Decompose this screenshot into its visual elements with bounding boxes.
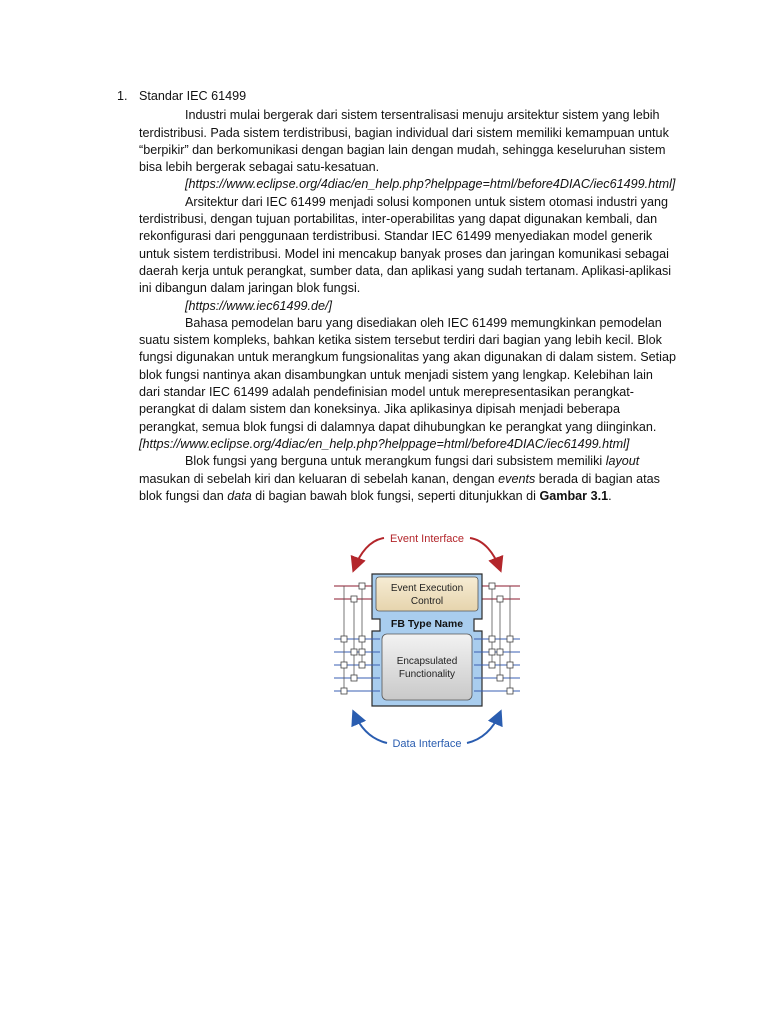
function-block-diagram: [332, 531, 522, 753]
paragraph-1-text: Industri mulai bergerak dari sistem tersentralisasi menuju arsitektur sistem yang lebih terdistribusi. Pada sistem terdistribusi, bagian individual dari sistem memiliki kemampuan untuk “berpikir” dan berkomunikasi dengan bagian lain dengan mudah, sehingga keseluruhan sistem bisa lebih bergerak sebagai satu-kesatuan.: [139, 108, 669, 175]
section-heading: [117, 88, 677, 105]
fb-type-name-label: FB Type Name: [390, 618, 464, 630]
document-body: [117, 88, 677, 505]
paragraph-2: [139, 194, 677, 315]
section-number: 1.: [117, 89, 128, 103]
section-body: [139, 107, 677, 505]
term-layout: layout: [605, 454, 640, 469]
event-interface-label: Event Interface: [390, 533, 464, 545]
ecc-label-line-1: Event Execution: [390, 583, 464, 594]
section-title: Standar IEC 61499: [139, 89, 247, 103]
figure-reference: Gambar 3.1: [539, 488, 609, 503]
function-block-figure: [332, 531, 522, 753]
data-arrow-left: [354, 713, 387, 743]
term-events: events: [498, 471, 536, 486]
event-arrow-left: [354, 538, 384, 569]
term-data: data: [227, 488, 252, 503]
data-interface-label: Data Interface: [392, 738, 462, 750]
encapsulated-functionality-box: [382, 634, 472, 700]
paragraph-2-text: Arsitektur dari IEC 61499 menjadi solusi komponen untuk sistem otomasi industri yang terdistribusi, dengan tujuan portabilitas, inter-operabilitas yang dapat digunakan kembali, dan rekonfigurasi dari penggunaan terdistribusi. Standar IEC 61499 menyediakan model generik untuk sistem terdistribusi. Model ini mencakup banyak proses dan jaringan komunikasi sebagai daerah kerja untuk perangkat, sumber data, dan aplikasi yang sudah tertanam. Aplikasi-aplikasi ini dibangun dalam jaringan blok fungsi.: [139, 194, 672, 296]
body-label-line-2: Functionality: [398, 669, 456, 680]
paragraph-4-text-d: di bagian bawah blok fungsi, seperti ditunjukkan di: [251, 488, 540, 503]
paragraph-3: [139, 315, 677, 453]
event-arrow-right: [470, 538, 500, 569]
paragraph-2-reference: [https://www.iec61499.de/]: [185, 298, 333, 313]
paragraph-4-text-c: berada di bagian atas blok fungsi dan: [139, 471, 660, 503]
body-label-line-1: Encapsulated: [396, 656, 458, 667]
paragraph-4-text-b: masukan di sebelah kiri dan keluaran di sebelah kanan, dengan: [139, 471, 499, 486]
paragraph-4: [139, 453, 677, 505]
paragraph-3-text: Bahasa pemodelan baru yang disediakan oleh IEC 61499 memungkinkan pemodelan suatu sistem kompleks, bahkan ketika sistem tersebut terdiri dari bagian yang lebih kecil. Blok fungsi digunakan untuk merangkum fungsionalitas yang akan digunakan di dalam sistem. Setiap blok fungsi nantinya akan disambungkan untuk menjadi sistem yang lengkap. Kelebihan lain dari standar IEC 61499 adalah pendefinisian model untuk merepresentasikan perangkat-perangkat di dalam sistem dan koneksinya. Jika aplikasinya dipisah menjadi beberapa perangkat, semua blok fungsi di dalamnya dapat dihubungkan ke perangkat yang diinginkan.: [139, 315, 676, 434]
ecc-label-line-2: Control: [410, 596, 444, 607]
paragraph-4-text-e: .: [608, 488, 612, 503]
paragraph-3-reference: [https://www.eclipse.org/4diac/en_help.php?helppage=html/before4DIAC/iec61499.html]: [139, 436, 630, 451]
data-arrow-right: [467, 713, 500, 743]
paragraph-4-text-a: Blok fungsi yang berguna untuk merangkum fungsi dari subsistem memiliki: [185, 454, 606, 469]
paragraph-1: [139, 107, 677, 193]
paragraph-1-reference: [https://www.eclipse.org/4diac/en_help.php?helppage=html/before4DIAC/iec61499.html]: [185, 177, 676, 192]
